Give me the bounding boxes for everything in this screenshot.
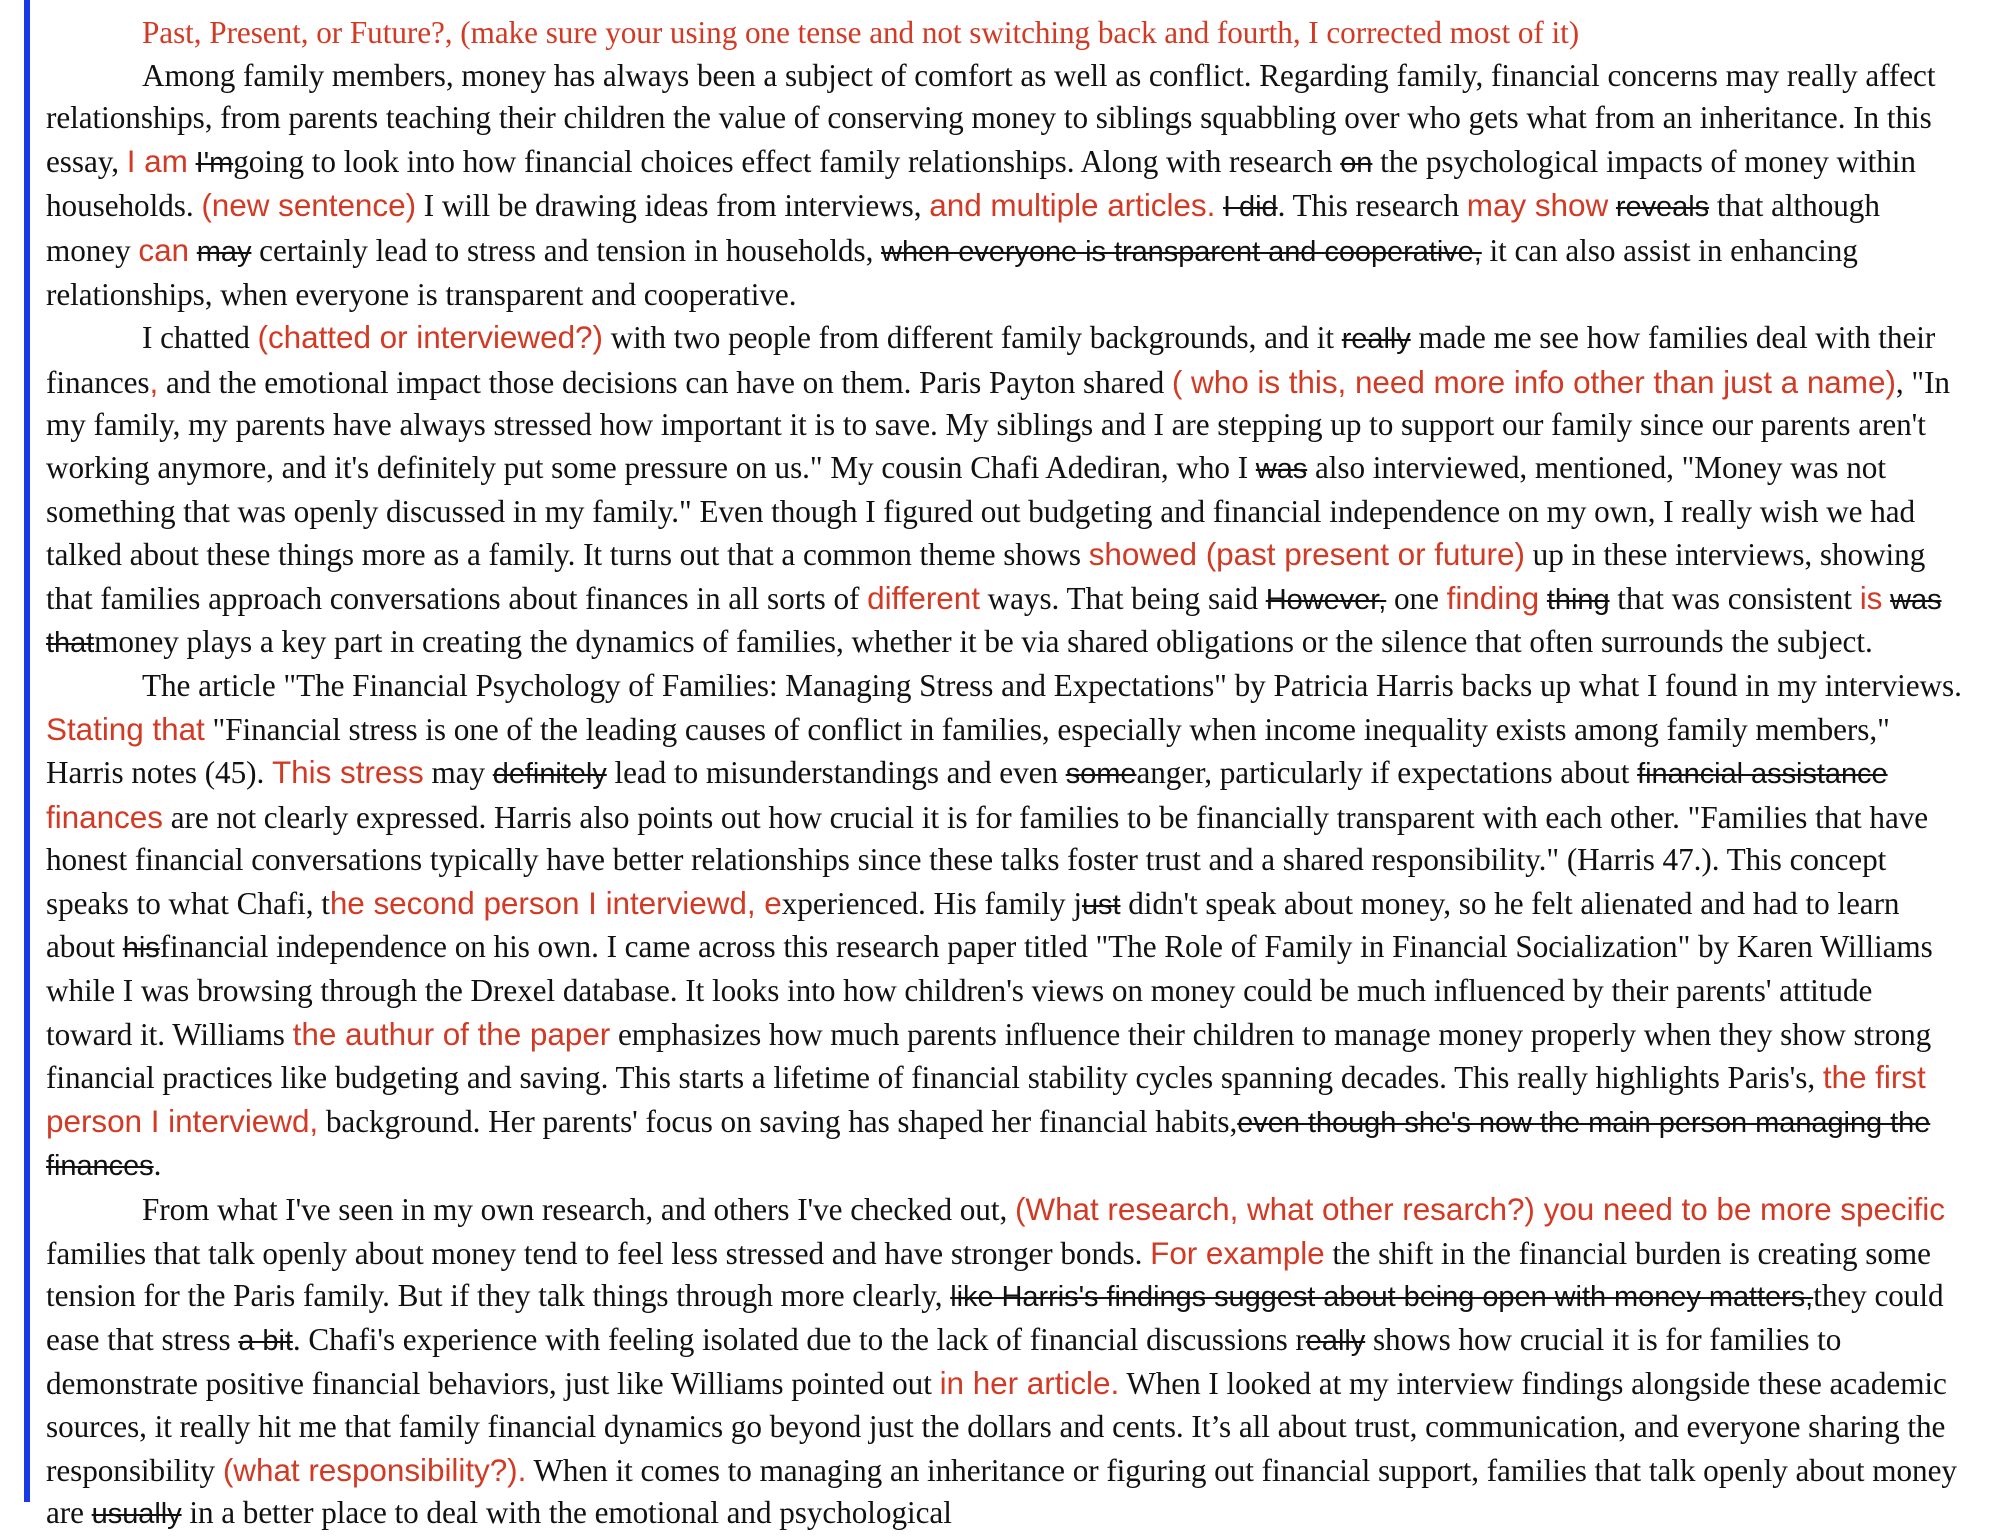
deleted-text: I'm bbox=[195, 146, 234, 179]
body-text: . bbox=[153, 1147, 162, 1183]
body-text: The article "The Financial Psychology of Families: Managing Stress and Expectations" by Patricia Harris backs up what I found in my interviews. bbox=[142, 667, 1962, 703]
body-text: in a better place to deal with the emotional and psychological bbox=[189, 1495, 952, 1531]
body-text: with two people from different family backgrounds, and it bbox=[610, 320, 1334, 356]
body-text: certainly lead to stress and tension in households, bbox=[259, 232, 874, 268]
inserted-text: can bbox=[138, 231, 190, 268]
inserted-text: I am bbox=[126, 142, 188, 179]
body-text: are not clearly expressed. Harris also points out how crucial it is for families to be financially transparent with each other. "Families that have honest financial conversations typically have better relationships since these talks foster trust and a shared responsibility." (Harris 47.). This concept speaks to what Chafi, t bbox=[46, 799, 1929, 921]
body-text: . Chafi's experience with feeling isolated due to the lack of financial discussions r bbox=[292, 1321, 1306, 1357]
reviewer-comment: (What research, what other resarch?) you need to be more specific bbox=[1014, 1191, 1945, 1228]
deleted-text: I did bbox=[1223, 191, 1278, 224]
body-text: . This research bbox=[1277, 188, 1460, 224]
essay-page bbox=[46, 12, 1966, 1536]
body-text: it can also assist in enhancing relationships, when everyone is transparent and cooperative. bbox=[46, 232, 1858, 312]
reviewer-comment: (new sentence) bbox=[201, 187, 417, 224]
inserted-text: For example bbox=[1150, 1234, 1325, 1271]
inserted-text: , bbox=[149, 363, 159, 400]
inserted-text: This stress bbox=[271, 754, 424, 791]
body-text: When I looked at my interview findings alongside these academic sources, it really hit me that family financial dynamics go beyond just the dollars and cents. It’s all about trust, communication, and everyone sharing the responsibility bbox=[46, 1366, 1947, 1488]
deleted-text: when everyone is transparent and cooperative, bbox=[881, 235, 1482, 268]
inserted-text: and multiple articles. bbox=[929, 187, 1216, 224]
body-text: emphasizes how much parents influence their children to manage money properly when they show strong financial practices like budgeting and saving. This starts a lifetime of financial stability cycles spanning decades. This really highlights Paris's, bbox=[46, 1016, 1932, 1096]
body-text: ways. That being said bbox=[987, 580, 1259, 616]
body-text: lead to misunderstandings and even bbox=[614, 755, 1058, 791]
body-text: From what I've seen in my own research, and others I've checked out, bbox=[142, 1192, 1008, 1228]
paragraph-conclusion bbox=[46, 1188, 1966, 1536]
body-text: xperienced. His family j bbox=[781, 885, 1082, 921]
paragraph-interviews bbox=[46, 316, 1966, 665]
deleted-text: ust bbox=[1081, 888, 1121, 921]
body-text: and the emotional impact those decisions can have on them. Paris Payton shared bbox=[165, 364, 1165, 400]
body-text: anger, particularly if expectations about bbox=[1136, 755, 1630, 791]
deleted-text: his bbox=[122, 932, 160, 965]
deleted-text: even though she's now the main person managing the finances bbox=[46, 1106, 1931, 1183]
body-text: When it comes to managing an inheritance or figuring out financial support, families that talk openly about money are bbox=[46, 1452, 1957, 1531]
body-text: didn't speak about money, so he felt alienated and had to learn about bbox=[46, 885, 1900, 965]
body-text: may bbox=[431, 755, 486, 791]
deleted-text: was bbox=[1255, 452, 1308, 485]
body-text: Among family members, money has always been a subject of comfort as well as conflict. Regarding family, financial concerns may really affect relationships, from parents teaching their children the value of conserving money to siblings squabbling over who gets what from an inheritance. In this essay, bbox=[46, 57, 1936, 179]
deleted-text: on bbox=[1340, 146, 1373, 179]
body-text: that although money bbox=[46, 188, 1880, 268]
deleted-text: may bbox=[196, 235, 252, 268]
body-text: I chatted bbox=[142, 320, 250, 356]
body-text: the shift in the financial burden is creating some tension for the Paris family. But if they talk things through more clearly, bbox=[46, 1235, 1931, 1314]
body-text: "Financial stress is one of the leading causes of conflict in families, especially when income inequality exists among family members," Harris notes (45). bbox=[46, 711, 1890, 791]
body-text: financial independence on his own. I came across this research paper titled "The Role of Family in Financial Socialization" by Karen Williams while I was browsing through the Drexel database. It looks into how children's views on money could be much influenced by their parents' attitude toward it. Williams bbox=[46, 929, 1933, 1052]
inserted-text: different bbox=[867, 579, 980, 616]
body-text: families that talk openly about money tend to feel less stressed and have stronger bonds. bbox=[46, 1235, 1143, 1271]
body-text: they could ease that stress bbox=[46, 1278, 1944, 1357]
deleted-text: a bit bbox=[238, 1324, 293, 1357]
inserted-text: he second person I interviewd, e bbox=[329, 884, 782, 921]
body-text: also interviewed, mentioned, "Money was not something that was openly discussed in my family." Even though I figured out budgeting and financial independence on my own, I really wish we had talked about these things more as a family. It turns out that a common theme shows bbox=[46, 449, 1916, 573]
body-text: shows how crucial it is for families to demonstrate positive financial behaviors, just like Williams pointed out bbox=[46, 1321, 1842, 1402]
deleted-text: some bbox=[1065, 758, 1137, 791]
body-text: made me see how families deal with their finances bbox=[46, 320, 1936, 400]
deleted-text: definitely bbox=[492, 758, 607, 791]
inserted-text: may show bbox=[1466, 187, 1609, 224]
body-text: going to look into how financial choices effect family relationships. Along with research bbox=[233, 143, 1333, 179]
reviewer-comment: (what responsibility?). bbox=[222, 1451, 527, 1488]
paragraph-research bbox=[46, 665, 1966, 1188]
inserted-text: the first person I interviewd, bbox=[46, 1059, 1926, 1139]
reviewer-comment: (chatted or interviewed?) bbox=[257, 319, 603, 356]
body-text: I will be drawing ideas from interviews, bbox=[423, 188, 922, 224]
deleted-text: thing bbox=[1546, 583, 1610, 616]
deleted-text: financial assistance bbox=[1637, 758, 1888, 791]
body-text: , "In my family, my parents have always stressed how important it is to save. My siblings and I are stepping up to support our family since our parents aren't working anymore, and it's definitely put some pressure on us." My cousin Chafi Adediran, who I bbox=[46, 364, 1950, 485]
deleted-text: really bbox=[1341, 323, 1411, 356]
reviewer-comment: ( who is this, need more info other than just a name) bbox=[1171, 363, 1896, 400]
inserted-text: the authur of the paper bbox=[292, 1015, 611, 1052]
deleted-text: like Harris's findings suggest about being open with money matters, bbox=[950, 1281, 1814, 1314]
body-text: money plays a key part in creating the dynamics of families, whether it be via shared obligations or the silence that often surrounds the subject. bbox=[94, 624, 1873, 660]
tense-comment-heading: Past, Present, or Future?, (make sure your using one tense and not switching back and fourth, I corrected most of it) bbox=[142, 15, 1580, 50]
inserted-text: is bbox=[1859, 579, 1883, 616]
inserted-text: finding bbox=[1446, 579, 1540, 616]
body-text: the psychological impacts of money within households. bbox=[46, 143, 1916, 224]
inserted-text: Stating that bbox=[46, 710, 205, 747]
inserted-text: finances bbox=[46, 798, 163, 835]
body-text: up in these interviews, showing that families approach conversations about finances in all sorts of bbox=[46, 537, 1926, 616]
inserted-text: in her article. bbox=[939, 1365, 1120, 1402]
deleted-text: was that bbox=[46, 583, 1942, 660]
deleted-text: reveals bbox=[1615, 191, 1710, 224]
revision-change-bar bbox=[24, 0, 30, 1502]
paragraph-introduction bbox=[46, 55, 1966, 317]
body-text: background. Her parents' focus on saving has shaped her financial habits, bbox=[325, 1103, 1238, 1139]
body-text: one bbox=[1394, 580, 1439, 616]
reviewer-comment: showed (past present or future) bbox=[1088, 536, 1525, 573]
body-text: that was consistent bbox=[1617, 580, 1852, 616]
deleted-text: usually bbox=[91, 1498, 182, 1531]
deleted-text: eally bbox=[1305, 1324, 1366, 1357]
deleted-text: However, bbox=[1265, 583, 1387, 616]
